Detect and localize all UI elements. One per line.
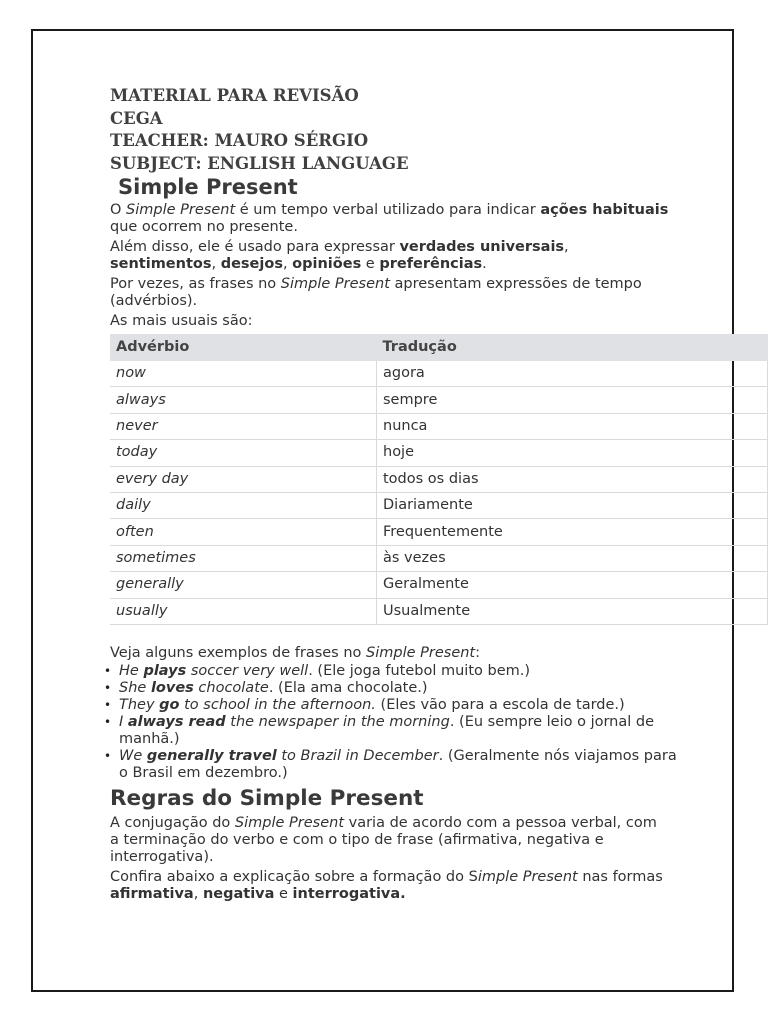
translation-cell: todos os dias [377, 466, 768, 492]
list-item: • I always read the newspaper in the morning. (Eu sempre leio o jornal de manhã.) [119, 714, 679, 748]
translation-cell: Usualmente [377, 598, 768, 624]
translation-cell: agora [377, 361, 768, 387]
page-title: Simple Present [118, 175, 298, 199]
table-row [110, 492, 768, 518]
header-line-teacher: TEACHER: MAURO SÉRGIO [110, 131, 369, 150]
translation-cell: Frequentemente [377, 519, 768, 545]
table-row [110, 387, 768, 413]
table-row [110, 413, 768, 439]
table-row [110, 598, 768, 624]
intro-paragraph-1: O Simple Present é um tempo verbal utilizado para indicar ações habituais que ocorrem no presente. [110, 202, 669, 235]
column-header-adverbio: Advérbio [110, 334, 377, 361]
document-header [110, 85, 768, 175]
column-header-traducao: Tradução [377, 334, 768, 361]
table-row [110, 572, 768, 598]
examples-list [110, 663, 679, 782]
table-row [110, 361, 768, 387]
adverb-cell: daily [110, 492, 377, 518]
translation-cell: sempre [377, 387, 768, 413]
adverb-cell: now [110, 361, 377, 387]
adverb-cell: always [110, 387, 377, 413]
list-item: • She loves chocolate. (Ela ama chocolate.) [119, 680, 679, 697]
list-item: • We generally travel to Brazil in December. (Geralmente nós viajamos para o Brasil em dezembro.) [119, 748, 679, 782]
intro-paragraph-3: Por vezes, as frases no Simple Present apresentam expressões de tempo (advérbios). [110, 276, 642, 309]
adverb-cell: generally [110, 572, 377, 598]
header-line-subject: SUBJECT: ENGLISH LANGUAGE [110, 153, 409, 173]
rules-paragraph-2: Confira abaixo a explicação sobre a formação do Simple Present nas formas afirmativa, negativa e interrogativa. [110, 868, 663, 902]
header-line-cega: CEGA [110, 108, 163, 128]
header-line-material: MATERIAL PARA REVISÃO [110, 86, 359, 105]
adverb-cell: every day [110, 466, 377, 492]
examples-intro: Veja alguns exemplos de frases no Simple Present: [110, 644, 481, 661]
adverb-cell: never [110, 413, 377, 439]
adverb-cell: today [110, 440, 377, 466]
rules-heading: Regras do Simple Present [110, 785, 424, 811]
list-item: • He plays soccer very well. (Ele joga futebol muito bem.) [119, 663, 679, 680]
intro-paragraph-4: As mais usuais são: [110, 313, 253, 329]
rules-paragraph-1: A conjugação do Simple Present varia de acordo com a pessoa verbal, com a terminação do verbo e com o tipo de frase (afirmativa, negativa e interrogativa). [110, 814, 657, 865]
translation-cell: Diariamente [377, 492, 768, 518]
adverb-cell: often [110, 519, 377, 545]
adverbs-table [110, 334, 768, 625]
translation-cell: Geralmente [377, 572, 768, 598]
table-header-row [110, 334, 768, 361]
translation-cell: hoje [377, 440, 768, 466]
adverb-cell: usually [110, 598, 377, 624]
table-row [110, 545, 768, 571]
document-content [110, 85, 768, 906]
list-item: • They go to school in the afternoon. (Eles vão para a escola de tarde.) [119, 697, 679, 714]
translation-cell: nunca [377, 413, 768, 439]
adverb-cell: sometimes [110, 545, 377, 571]
intro-paragraph-2: Além disso, ele é usado para expressar verdades universais, sentimentos, desejos, opiniões e preferências. [110, 239, 569, 272]
table-row [110, 519, 768, 545]
table-row [110, 466, 768, 492]
translation-cell: às vezes [377, 545, 768, 571]
table-row [110, 440, 768, 466]
